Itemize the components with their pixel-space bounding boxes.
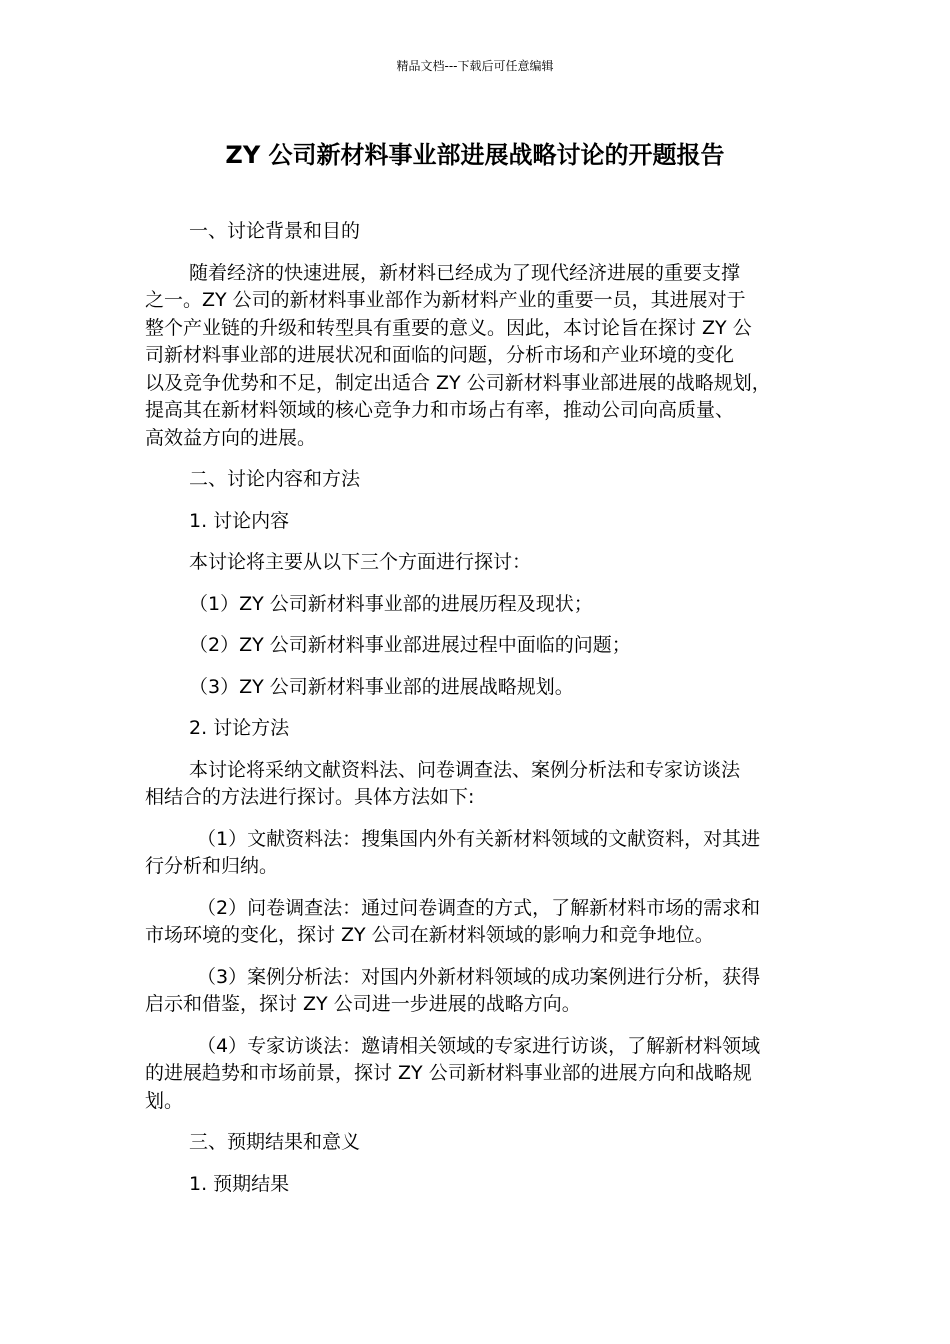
subsection-heading-methods: 2. 讨论方法: [189, 717, 290, 739]
section-heading-expected-results: 三、预期结果和意义: [189, 1131, 361, 1153]
page-title: ZY 公司新材料事业部进展战略讨论的开题报告: [225, 141, 725, 169]
paragraph-line: 高效益方向的进展。: [145, 426, 317, 449]
paragraph-line: 的进展趋势和市场前景，探讨 ZY 公司新材料事业部的进展方向和战略规: [145, 1062, 752, 1084]
paragraph-line: （1）文献资料法：搜集国内外有关新材料领域的文献资料，对其进: [197, 827, 761, 850]
paragraph-line: 以及竞争优势和不足，制定出适合 ZY 公司新材料事业部进展的战略规划，: [145, 371, 771, 394]
paragraph-line: （2）问卷调查法：通过问卷调查的方式，了解新材料市场的需求和: [197, 896, 761, 919]
method-literature: [145, 826, 810, 881]
method-case-analysis: [145, 964, 810, 1019]
section-heading-background: 一、讨论背景和目的: [189, 220, 361, 242]
method-questionnaire: [145, 895, 810, 950]
section-heading-content-methods: 二、讨论内容和方法: [189, 468, 361, 490]
subsection-heading-expected-results: 1. 预期结果: [189, 1172, 290, 1195]
document-body: [145, 218, 810, 1212]
paragraph-methods-intro: [145, 757, 810, 812]
paragraph-content-intro: 本讨论将主要从以下三个方面进行探讨：: [189, 551, 532, 573]
paragraph-line: 提高其在新材料领域的核心竞争力和市场占有率，推动公司向高质量、: [145, 399, 735, 421]
paragraph-line: 司新材料事业部的进展状况和面临的问题，分析市场和产业环境的变化: [145, 344, 735, 366]
paragraph-line: 划。: [145, 1089, 184, 1112]
paragraph-line: 市场环境的变化，探讨 ZY 公司在新材料领域的影响力和竞争地位。: [145, 924, 714, 946]
list-item: （3）ZY 公司新材料事业部的进展战略规划。: [189, 675, 574, 698]
paragraph-line: （3）案例分析法：对国内外新材料领域的成功案例进行分析，获得: [197, 965, 761, 988]
list-item: （1）ZY 公司新材料事业部的进展历程及现状；: [189, 592, 593, 615]
paragraph-line: 本讨论将采纳文献资料法、问卷调查法、案例分析法和专家访谈法: [189, 758, 741, 781]
paragraph-line: 相结合的方法进行探讨。具体方法如下:: [145, 786, 475, 808]
paragraph-background: [145, 260, 810, 453]
header-note: 精品文档---下载后可任意编辑: [396, 59, 554, 73]
paragraph-line: 随着经济的快速进展，新材料已经成为了现代经济进展的重要支撑: [189, 261, 741, 284]
list-item: （2）ZY 公司新材料事业部进展过程中面临的问题；: [189, 634, 631, 656]
paragraph-line: 整个产业链的升级和转型具有重要的意义。因此，本讨论旨在探讨 ZY 公: [145, 316, 752, 339]
paragraph-line: （4）专家访谈法：邀请相关领域的专家进行访谈，了解新材料领域: [197, 1034, 761, 1057]
method-expert-interview: [145, 1033, 810, 1116]
subsection-heading-content: 1. 讨论内容: [189, 509, 290, 532]
paragraph-line: 行分析和归纳。: [145, 855, 279, 877]
paragraph-line: 启示和借鉴，探讨 ZY 公司进一步进展的战略方向。: [145, 993, 581, 1015]
paragraph-line: 之一。ZY 公司的新材料事业部作为新材料产业的重要一员，其进展对于: [145, 289, 746, 311]
